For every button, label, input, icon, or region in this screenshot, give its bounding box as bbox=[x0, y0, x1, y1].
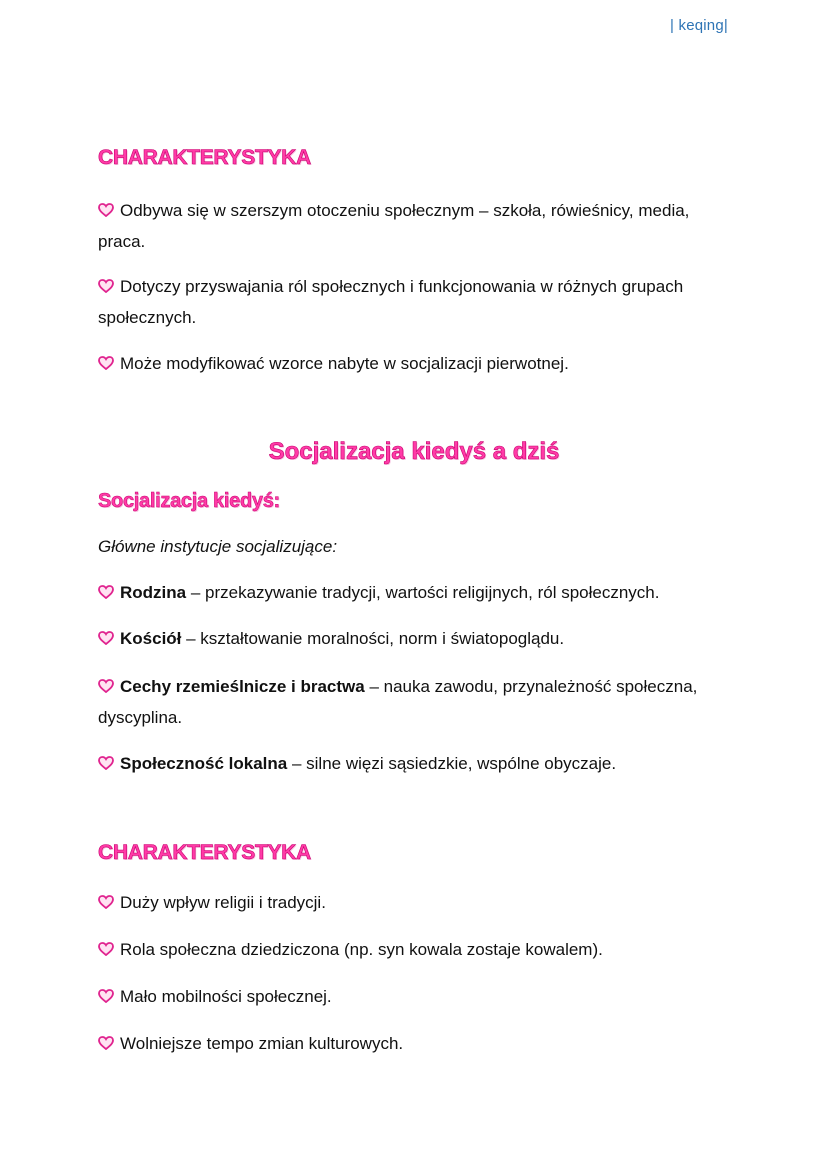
list-item-text: Może modyfikować wzorce nabyte w socjalizacji pierwotnej. bbox=[120, 354, 569, 373]
heart-icon bbox=[98, 679, 114, 693]
list-item bbox=[98, 271, 723, 333]
heart-icon bbox=[98, 942, 114, 956]
list-item-term: Społeczność lokalna bbox=[120, 754, 288, 773]
list-item bbox=[98, 577, 723, 608]
heart-icon bbox=[98, 1036, 114, 1050]
list-item bbox=[98, 748, 723, 779]
list-item-term: Rodzina bbox=[120, 583, 187, 602]
list-item-text: Mało mobilności społecznej. bbox=[120, 987, 332, 1006]
list-item bbox=[98, 348, 723, 379]
list-item-term: Cechy rzemieślnicze i bractwa bbox=[120, 677, 365, 696]
list-item-text: Rola społeczna dziedziczona (np. syn kowala zostaje kowalem). bbox=[120, 940, 603, 959]
list-item-text: – nauka zawodu, przynależność społeczna, dyscyplina. bbox=[98, 677, 698, 727]
heart-icon bbox=[98, 631, 114, 645]
list-item bbox=[98, 887, 723, 918]
list-item-text: – przekazywanie tradycji, wartości religijnych, ról społecznych. bbox=[186, 583, 660, 602]
heart-icon bbox=[98, 356, 114, 370]
list-item bbox=[98, 195, 723, 257]
list-item bbox=[98, 623, 723, 654]
list-item-text: – kształtowanie moralności, norm i światopoglądu. bbox=[181, 629, 565, 648]
heart-icon bbox=[98, 756, 114, 770]
section1-heading: CHARAKTERYSTYKA bbox=[98, 146, 311, 169]
heart-icon bbox=[98, 895, 114, 909]
heart-icon bbox=[98, 989, 114, 1003]
heart-icon bbox=[98, 203, 114, 217]
section3-heading: CHARAKTERYSTYKA bbox=[98, 841, 311, 864]
section2-subheading: Socjalizacja kiedyś: bbox=[98, 490, 280, 512]
list-item-text: Duży wpływ religii i tradycji. bbox=[120, 893, 326, 912]
header-tag: | keqing| bbox=[670, 17, 728, 34]
section2-title: Socjalizacja kiedyś a dziś bbox=[268, 438, 560, 465]
section2-intro: Główne instytucje socjalizujące: bbox=[98, 537, 338, 556]
list-item bbox=[98, 671, 723, 733]
list-item-text: Dotyczy przyswajania ról społecznych i funkcjonowania w różnych grupach społecznych. bbox=[98, 277, 684, 327]
list-item-text: – silne więzi sąsiedzkie, wspólne obyczaje. bbox=[287, 754, 617, 773]
list-item-text: Wolniejsze tempo zmian kulturowych. bbox=[120, 1034, 404, 1053]
list-item bbox=[98, 981, 723, 1012]
list-item-text: Odbywa się w szerszym otoczeniu społecznym – szkoła, rówieśnicy, media, praca. bbox=[98, 201, 690, 251]
heart-icon bbox=[98, 585, 114, 599]
list-item bbox=[98, 1028, 723, 1059]
list-item-term: Kościół bbox=[120, 629, 182, 648]
list-item bbox=[98, 934, 723, 965]
heart-icon bbox=[98, 279, 114, 293]
